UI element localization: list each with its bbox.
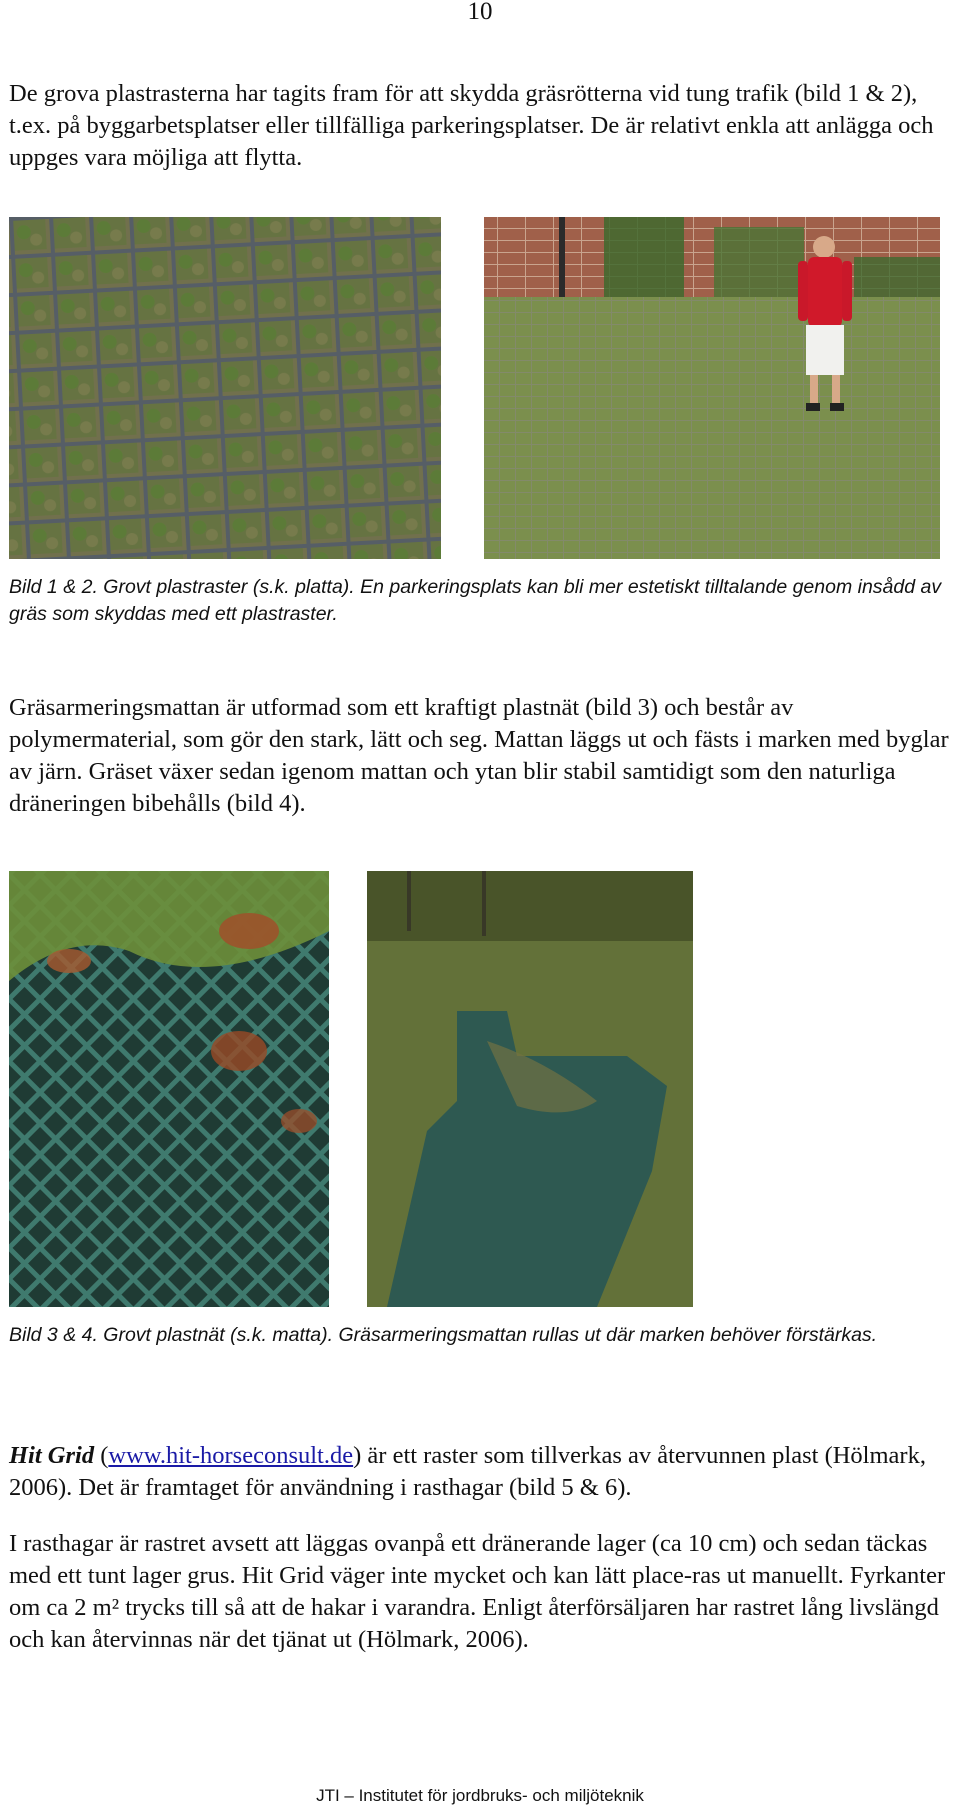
- paragraph-hit-grid-rest: ) är ett raster som tillverkas av återvunnen plast (Hölmark, 2006). Det är framtaget för användning i rasthagar (bild 5 & 6).: [9, 1442, 926, 1501]
- paragraph-intro: De grova plastrasterna har tagits fram för att skydda gräsrötterna vid tung trafik (bild 1 & 2), t.ex. på byggarbetsplatser eller tillfälliga parkeringsplatser. De är relativt enkla att anlägga och uppges vara möjliga att flytta.: [9, 80, 934, 171]
- paragraph-rasthagar: I rasthagar är rastret avsett att läggas ovanpå ett dränerande lager (ca 10 cm) och sedan täckas med ett tunt lager grus. Hit Grid väger inte mycket och kan lätt place-ras ut manuellt. Fyrkanter om ca 2 m² trycks till så att de hakar i varandra. Enligt återförsäljaren har rastret lång livslängd och kan återvinnas när det tjänat ut (Hölmark, 2006).: [9, 1530, 946, 1653]
- page-number: 10: [467, 0, 493, 25]
- paragraph-hit-grid: [9, 1440, 949, 1504]
- product-name-hit-grid: Hit Grid: [9, 1442, 95, 1469]
- photo-plastic-grid: [9, 217, 441, 559]
- photo-parking-lot: [484, 217, 940, 559]
- paragraph-grass-mat: Gräsarmeringsmattan är utformad som ett kraftigt plastnät (bild 3) och består av polymermaterial, som gör den stark, lätt och seg. Mattan läggs ut och fästs i marken med byglar av järn. Gräset växer sedan igenom mattan och ytan blir stabil samtidigt som den naturliga dräneringen bibehålls (bild 4).: [9, 694, 949, 817]
- hit-horseconsult-link[interactable]: www.hit-horseconsult.de: [108, 1442, 354, 1469]
- photo-mat-on-field: [367, 871, 693, 1307]
- photo-plastic-net: [9, 871, 329, 1307]
- paragraph-hit-grid-open: (: [94, 1442, 109, 1469]
- caption-photos-1-2: Bild 1 & 2. Grovt plastraster (s.k. platta). En parkeringsplats kan bli mer estetiskt tilltalande genom insådd av gräs som skyddas med ett plastraster.: [9, 576, 942, 625]
- caption-photos-3-4: Bild 3 & 4. Grovt plastnät (s.k. matta). Gräsarmeringsmattan rullas ut där marken behöver förstärkas.: [9, 1324, 878, 1346]
- page-footer: JTI – Institutet för jordbruks- och miljöteknik: [316, 1786, 644, 1805]
